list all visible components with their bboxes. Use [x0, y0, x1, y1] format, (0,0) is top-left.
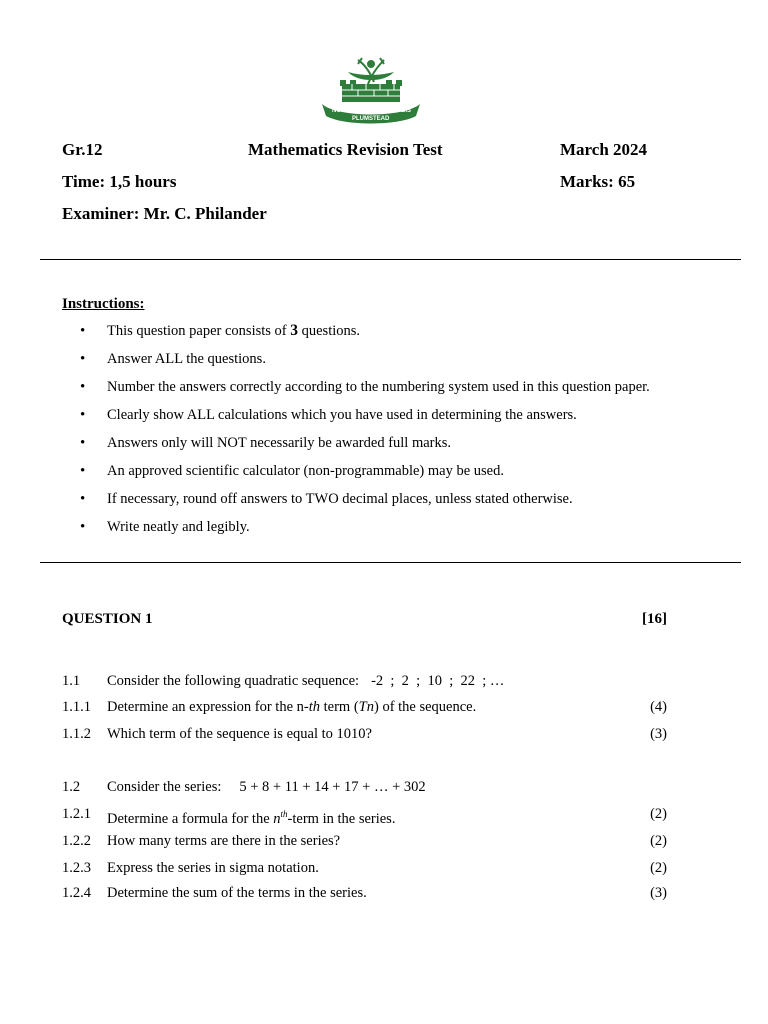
question-text: Determine the sum of the terms in the series.	[107, 885, 367, 901]
question-text: Which term of the sequence is equal to 1010?	[107, 726, 372, 742]
question-row	[62, 776, 670, 798]
question-title: QUESTION 1	[62, 611, 153, 627]
question-marks: (3)	[650, 885, 667, 901]
question-text: Express the series in sigma notation.	[107, 860, 319, 876]
question-number: 1.2	[62, 779, 81, 795]
question-text: Determine a formula for the $n^{th}$-term in the series.	[107, 809, 396, 827]
header-divider	[40, 259, 741, 260]
question-number: 1.2.4	[62, 885, 91, 901]
grade-label: Gr.12	[62, 140, 103, 159]
question-number: 1.2.1	[62, 806, 91, 822]
svg-text:NON: NON	[332, 108, 346, 114]
instruction-item: • An approved scientific calculator (non-programmable) may be used.	[80, 459, 650, 487]
instruction-item: • Answers only will NOT necessarily be awarded full marks.	[80, 431, 650, 459]
question-total: [16]	[642, 611, 667, 627]
school-crest-logo	[318, 54, 424, 124]
question-number: 1.1.1	[62, 699, 91, 715]
instruction-item: • Number the answers correctly according to the numbering system used in this question paper.	[80, 375, 650, 403]
question-row	[62, 723, 670, 745]
question-text: Determine an expression for the n-th term (Tn) of the sequence.	[107, 699, 477, 715]
question-number: 1.2.3	[62, 860, 91, 876]
question-row	[62, 882, 670, 904]
test-time: Time: 1,5 hours	[62, 172, 177, 191]
question-marks: (4)	[650, 699, 667, 715]
test-title: Mathematics Revision Test	[248, 140, 443, 159]
quadratic-sequence: -2 ; 2 ; 10 ; 22 ; …	[371, 673, 505, 689]
question-row	[62, 803, 670, 825]
question-text: Consider the following quadratic sequence: -2 ; 2 ; 10 ; 22 ; …	[107, 673, 505, 689]
question-marks: (2)	[650, 806, 667, 822]
question-text: How many terms are there in the series?	[107, 833, 341, 849]
question-row	[62, 670, 670, 692]
question-row	[62, 830, 670, 852]
svg-text:PLUMSTEAD: PLUMSTEAD	[352, 116, 390, 122]
svg-text:NOBIS: NOBIS	[392, 108, 412, 114]
instruction-item: • This question paper consists of 3 questions.	[80, 319, 650, 347]
test-date: March 2024	[560, 140, 648, 159]
question-heading	[62, 608, 670, 630]
instructions-divider	[40, 562, 741, 563]
instruction-item: • If necessary, round off answers to TWO decimal places, unless stated otherwise.	[80, 487, 650, 515]
instructions-title: Instructions:	[62, 296, 145, 312]
question-row	[62, 857, 670, 879]
question-number: 1.2.2	[62, 833, 91, 849]
test-marks: Marks: 65	[560, 172, 636, 191]
question-marks: (2)	[650, 860, 667, 876]
instruction-item: • Answer ALL the questions.	[80, 347, 650, 375]
instruction-item: • Write neatly and legibly.	[80, 515, 650, 543]
arithmetic-series: 5 + 8 + 11 + 14 + 17 + … + 302	[239, 779, 426, 795]
question-text: Consider the series: 5 + 8 + 11 + 14 + 17 + … + 302	[107, 779, 426, 795]
question-marks: (3)	[650, 726, 667, 742]
instruction-item: • Clearly show ALL calculations which you have used in determining the answers.	[80, 403, 650, 431]
question-marks: (2)	[650, 833, 667, 849]
examiner-name: Examiner: Mr. C. Philander	[62, 204, 267, 223]
instructions-list	[80, 319, 650, 543]
question-row	[62, 696, 670, 718]
question-number: 1.1	[62, 673, 81, 689]
question-number: 1.1.2	[62, 726, 91, 742]
